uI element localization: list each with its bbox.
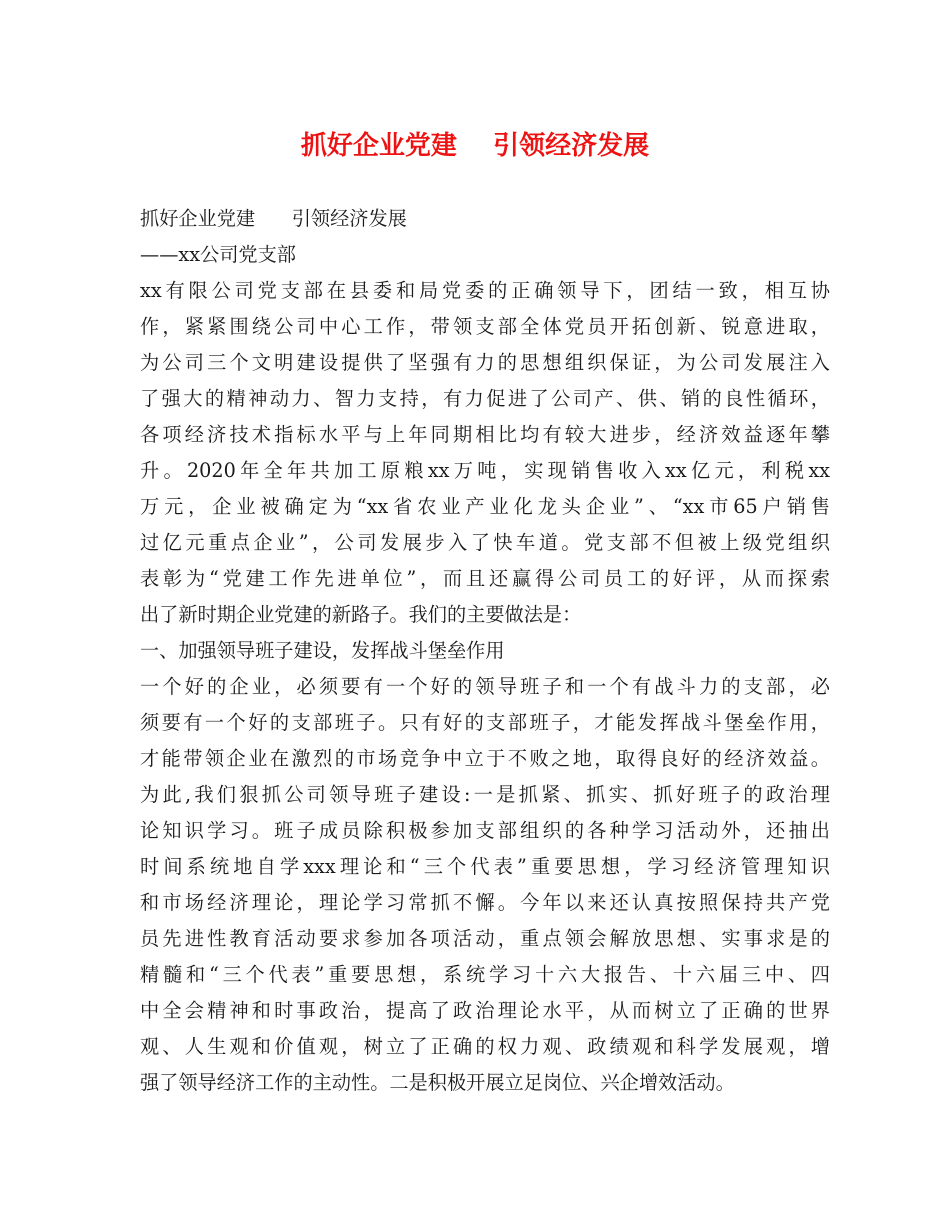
body-line: 了强大的精神动力、智力支持，有力促进了公司产、供、销的良性循环， bbox=[140, 387, 830, 410]
body-line: 员先进性教育活动要求参加各项活动，重点领会解放思想、实事求是的 bbox=[140, 927, 830, 950]
body-line: 抓好企业党建 引领经济发展 bbox=[140, 207, 407, 230]
body-line: 万元，企业被确定为“xx省农业产业化龙头企业”、“xx市65户销售 bbox=[140, 495, 830, 518]
document-title: 抓好企业党建 引领经济发展 bbox=[300, 131, 650, 161]
body-line: 中全会精神和时事政治，提高了政治理论水平，从而树立了正确的世界 bbox=[140, 999, 830, 1022]
body-line: 精髓和“三个代表”重要思想，系统学习十六大报告、十六届三中、四 bbox=[140, 963, 830, 986]
body-line: 论知识学习。班子成员除积极参加支部组织的各种学习活动外，还抽出 bbox=[140, 819, 830, 842]
body-line: 升。2020年全年共加工原粮xx万吨，实现销售收入xx亿元，利税xx bbox=[140, 459, 830, 482]
body-line: 出了新时期企业党建的新路子。我们的主要做法是： bbox=[140, 603, 582, 626]
body-line: 时间系统地自学xxx理论和“三个代表”重要思想，学习经济管理知识 bbox=[140, 855, 830, 878]
body-line: 观、人生观和价值观，树立了正确的权力观、政绩观和科学发展观，增 bbox=[140, 1035, 830, 1058]
body-line: 各项经济技术指标水平与上年同期相比均有较大进步，经济效益逐年攀 bbox=[140, 423, 830, 446]
body-line: ——xx公司党支部 bbox=[140, 243, 296, 266]
body-line: 表彰为“党建工作先进单位”，而且还赢得公司员工的好评，从而探索 bbox=[140, 567, 830, 590]
body-line: 过亿元重点企业”，公司发展步入了快车道。党支部不但被上级党组织 bbox=[140, 531, 830, 554]
body-line: 为此,我们狠抓公司领导班子建设:一是抓紧、抓实、抓好班子的政治理 bbox=[140, 783, 830, 806]
body-line: 和市场经济理论，理论学习常抓不懈。今年以来还认真按照保持共产党 bbox=[140, 891, 830, 914]
body-line: 作，紧紧围绕公司中心工作，带领支部全体党员开拓创新、锐意进取， bbox=[140, 315, 830, 338]
body-line: xx有限公司党支部在县委和局党委的正确领导下，团结一致，相互协 bbox=[140, 279, 830, 302]
body-line: 须要有一个好的支部班子。只有好的支部班子，才能发挥战斗堡垒作用， bbox=[140, 711, 830, 734]
body-line: 才能带领企业在激烈的市场竞争中立于不败之地，取得良好的经济效益。 bbox=[140, 747, 830, 770]
document-body bbox=[140, 201, 830, 1101]
body-line: 为公司三个文明建设提供了坚强有力的思想组织保证，为公司发展注入 bbox=[140, 351, 830, 374]
body-line: 一个好的企业，必须要有一个好的领导班子和一个有战斗力的支部，必 bbox=[140, 675, 830, 698]
body-line: 强了领导经济工作的主动性。二是积极开展立足岗位、兴企增效活动。 bbox=[140, 1071, 735, 1094]
body-line: 一、加强领导班子建设，发挥战斗堡垒作用 bbox=[140, 639, 505, 662]
